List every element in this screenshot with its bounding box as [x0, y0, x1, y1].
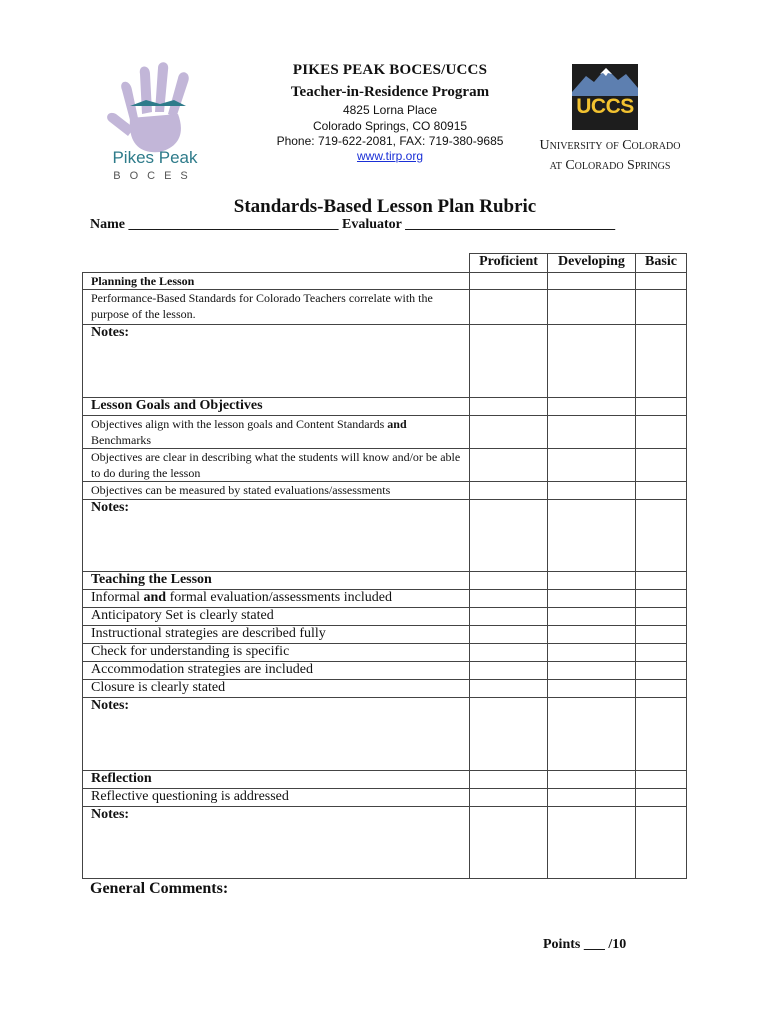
- rating-cell[interactable]: [548, 572, 636, 590]
- rating-cell[interactable]: [548, 698, 636, 771]
- criterion-text: Closure is clearly stated: [83, 680, 470, 698]
- rating-cell[interactable]: [636, 416, 687, 449]
- rating-cell[interactable]: [636, 500, 687, 572]
- rating-cell[interactable]: [636, 680, 687, 698]
- criterion-text: Reflective questioning is addressed: [83, 789, 470, 807]
- criterion-text: Check for understanding is specific: [83, 644, 470, 662]
- document-title: Standards-Based Lesson Plan Rubric: [233, 196, 537, 217]
- rating-cell[interactable]: [548, 608, 636, 626]
- rating-cell[interactable]: [636, 273, 687, 290]
- rating-cell[interactable]: [470, 644, 548, 662]
- rating-cell[interactable]: [636, 290, 687, 325]
- rating-cell[interactable]: [470, 680, 548, 698]
- rating-cell[interactable]: [548, 398, 636, 416]
- notes-row: [83, 807, 687, 879]
- notes-row: [83, 698, 687, 771]
- rating-cell[interactable]: [470, 398, 548, 416]
- criterion-text: Accommodation strategies are included: [83, 662, 470, 680]
- table-row: [83, 482, 687, 500]
- criterion-text: Objectives can be measured by stated evaluations/assessments: [83, 482, 470, 500]
- rating-cell[interactable]: [548, 789, 636, 807]
- rating-cell[interactable]: [636, 608, 687, 626]
- rating-cell[interactable]: [636, 449, 687, 482]
- rating-cell[interactable]: [470, 482, 548, 500]
- notes-label[interactable]: Notes:: [83, 807, 470, 879]
- rating-cell[interactable]: [470, 290, 548, 325]
- table-row: [83, 273, 687, 290]
- table-row: [83, 416, 687, 449]
- website-link[interactable]: www.tirp.org: [356, 149, 424, 163]
- rating-cell[interactable]: [636, 662, 687, 680]
- section-title-teaching: Teaching the Lesson: [83, 572, 470, 590]
- criterion-text: Performance-Based Standards for Colorado Teachers correlate with the purpose of the lesson.: [83, 290, 470, 325]
- rating-cell[interactable]: [636, 644, 687, 662]
- points-score[interactable]: Points ___ /10: [543, 937, 627, 952]
- general-comments-label[interactable]: General Comments:: [90, 880, 229, 897]
- table-row: [83, 680, 687, 698]
- phone-fax-line: Phone: 719-622-2081, FAX: 719-380-9685: [276, 134, 504, 148]
- rating-cell[interactable]: [548, 482, 636, 500]
- rating-cell[interactable]: [470, 608, 548, 626]
- table-row: [83, 626, 687, 644]
- university-name-line2: at Colorado Springs: [549, 158, 671, 173]
- column-header-proficient: Proficient: [470, 254, 548, 273]
- rating-cell[interactable]: [548, 807, 636, 879]
- rating-cell[interactable]: [548, 325, 636, 398]
- rating-cell[interactable]: [636, 698, 687, 771]
- rating-cell[interactable]: [470, 500, 548, 572]
- rating-cell[interactable]: [636, 482, 687, 500]
- address-line-2: Colorado Springs, CO 80915: [312, 119, 468, 133]
- table-row: [83, 789, 687, 807]
- rating-cell[interactable]: [470, 626, 548, 644]
- boces-logo-text: BOCES: [113, 170, 197, 182]
- rating-cell[interactable]: [636, 789, 687, 807]
- column-header-developing: Developing: [548, 254, 636, 273]
- table-row: [83, 290, 687, 325]
- table-row: [83, 662, 687, 680]
- criterion-text: Objectives are clear in describing what the students will know and/or be able to do during the lesson: [83, 449, 470, 482]
- mountain-icon: [572, 64, 638, 96]
- section-title-reflection: Reflection: [83, 771, 470, 789]
- rating-cell[interactable]: [548, 416, 636, 449]
- org-title: PIKES PEAK BOCES/UCCS: [292, 62, 488, 78]
- table-row: [83, 572, 687, 590]
- criterion-text: Objectives align with the lesson goals and Content Standards and Benchmarks: [83, 416, 470, 449]
- university-name-line1: University of Colorado: [539, 138, 681, 153]
- rating-cell[interactable]: [470, 771, 548, 789]
- rating-cell[interactable]: [470, 273, 548, 290]
- section-title-goals: Lesson Goals and Objectives: [83, 398, 470, 416]
- rating-cell[interactable]: [470, 572, 548, 590]
- criterion-text: Instructional strategies are described fully: [83, 626, 470, 644]
- rating-cell[interactable]: [636, 590, 687, 608]
- program-name: Teacher-in-Residence Program: [290, 84, 490, 100]
- rating-cell[interactable]: [470, 789, 548, 807]
- table-row: [83, 449, 687, 482]
- notes-label[interactable]: Notes:: [83, 325, 470, 398]
- rating-cell[interactable]: [470, 325, 548, 398]
- column-header-basic: Basic: [636, 254, 687, 273]
- rating-cell[interactable]: [470, 807, 548, 879]
- rating-cell[interactable]: [470, 416, 548, 449]
- rubric-table: [82, 253, 687, 879]
- rating-cell[interactable]: [548, 500, 636, 572]
- rating-cell[interactable]: [548, 680, 636, 698]
- criterion-text: Anticipatory Set is clearly stated: [83, 608, 470, 626]
- table-row: [83, 644, 687, 662]
- table-header-row: [83, 254, 687, 273]
- rating-cell[interactable]: [548, 662, 636, 680]
- rating-cell[interactable]: [548, 449, 636, 482]
- table-row: [83, 608, 687, 626]
- rating-cell[interactable]: [548, 290, 636, 325]
- notes-label[interactable]: Notes:: [83, 698, 470, 771]
- uccs-logo-text: UCCS: [576, 95, 634, 118]
- rating-cell[interactable]: [636, 771, 687, 789]
- rating-cell[interactable]: [470, 698, 548, 771]
- rating-cell[interactable]: [636, 325, 687, 398]
- address-line-1: 4825 Lorna Place: [342, 103, 438, 117]
- name-evaluator-line[interactable]: Name ______________________________ Evaluator ______________________________: [90, 217, 616, 232]
- pikes-peak-logo-text: Pikes Peak: [112, 148, 198, 167]
- notes-row: [83, 325, 687, 398]
- table-row: [83, 590, 687, 608]
- criterion-text: Informal and formal evaluation/assessments included: [83, 590, 470, 608]
- rating-cell[interactable]: [548, 644, 636, 662]
- rating-cell[interactable]: [636, 572, 687, 590]
- rating-cell[interactable]: [548, 590, 636, 608]
- notes-row: [83, 500, 687, 572]
- rating-cell[interactable]: [548, 273, 636, 290]
- rating-cell[interactable]: [470, 449, 548, 482]
- rating-cell[interactable]: [636, 398, 687, 416]
- notes-label[interactable]: Notes:: [83, 500, 470, 572]
- table-row: [83, 398, 687, 416]
- rating-cell[interactable]: [470, 662, 548, 680]
- rating-cell[interactable]: [548, 771, 636, 789]
- section-title-planning: Planning the Lesson: [83, 273, 470, 290]
- rating-cell[interactable]: [470, 590, 548, 608]
- rating-cell[interactable]: [636, 807, 687, 879]
- rating-cell[interactable]: [548, 626, 636, 644]
- rating-cell[interactable]: [636, 626, 687, 644]
- table-row: [83, 771, 687, 789]
